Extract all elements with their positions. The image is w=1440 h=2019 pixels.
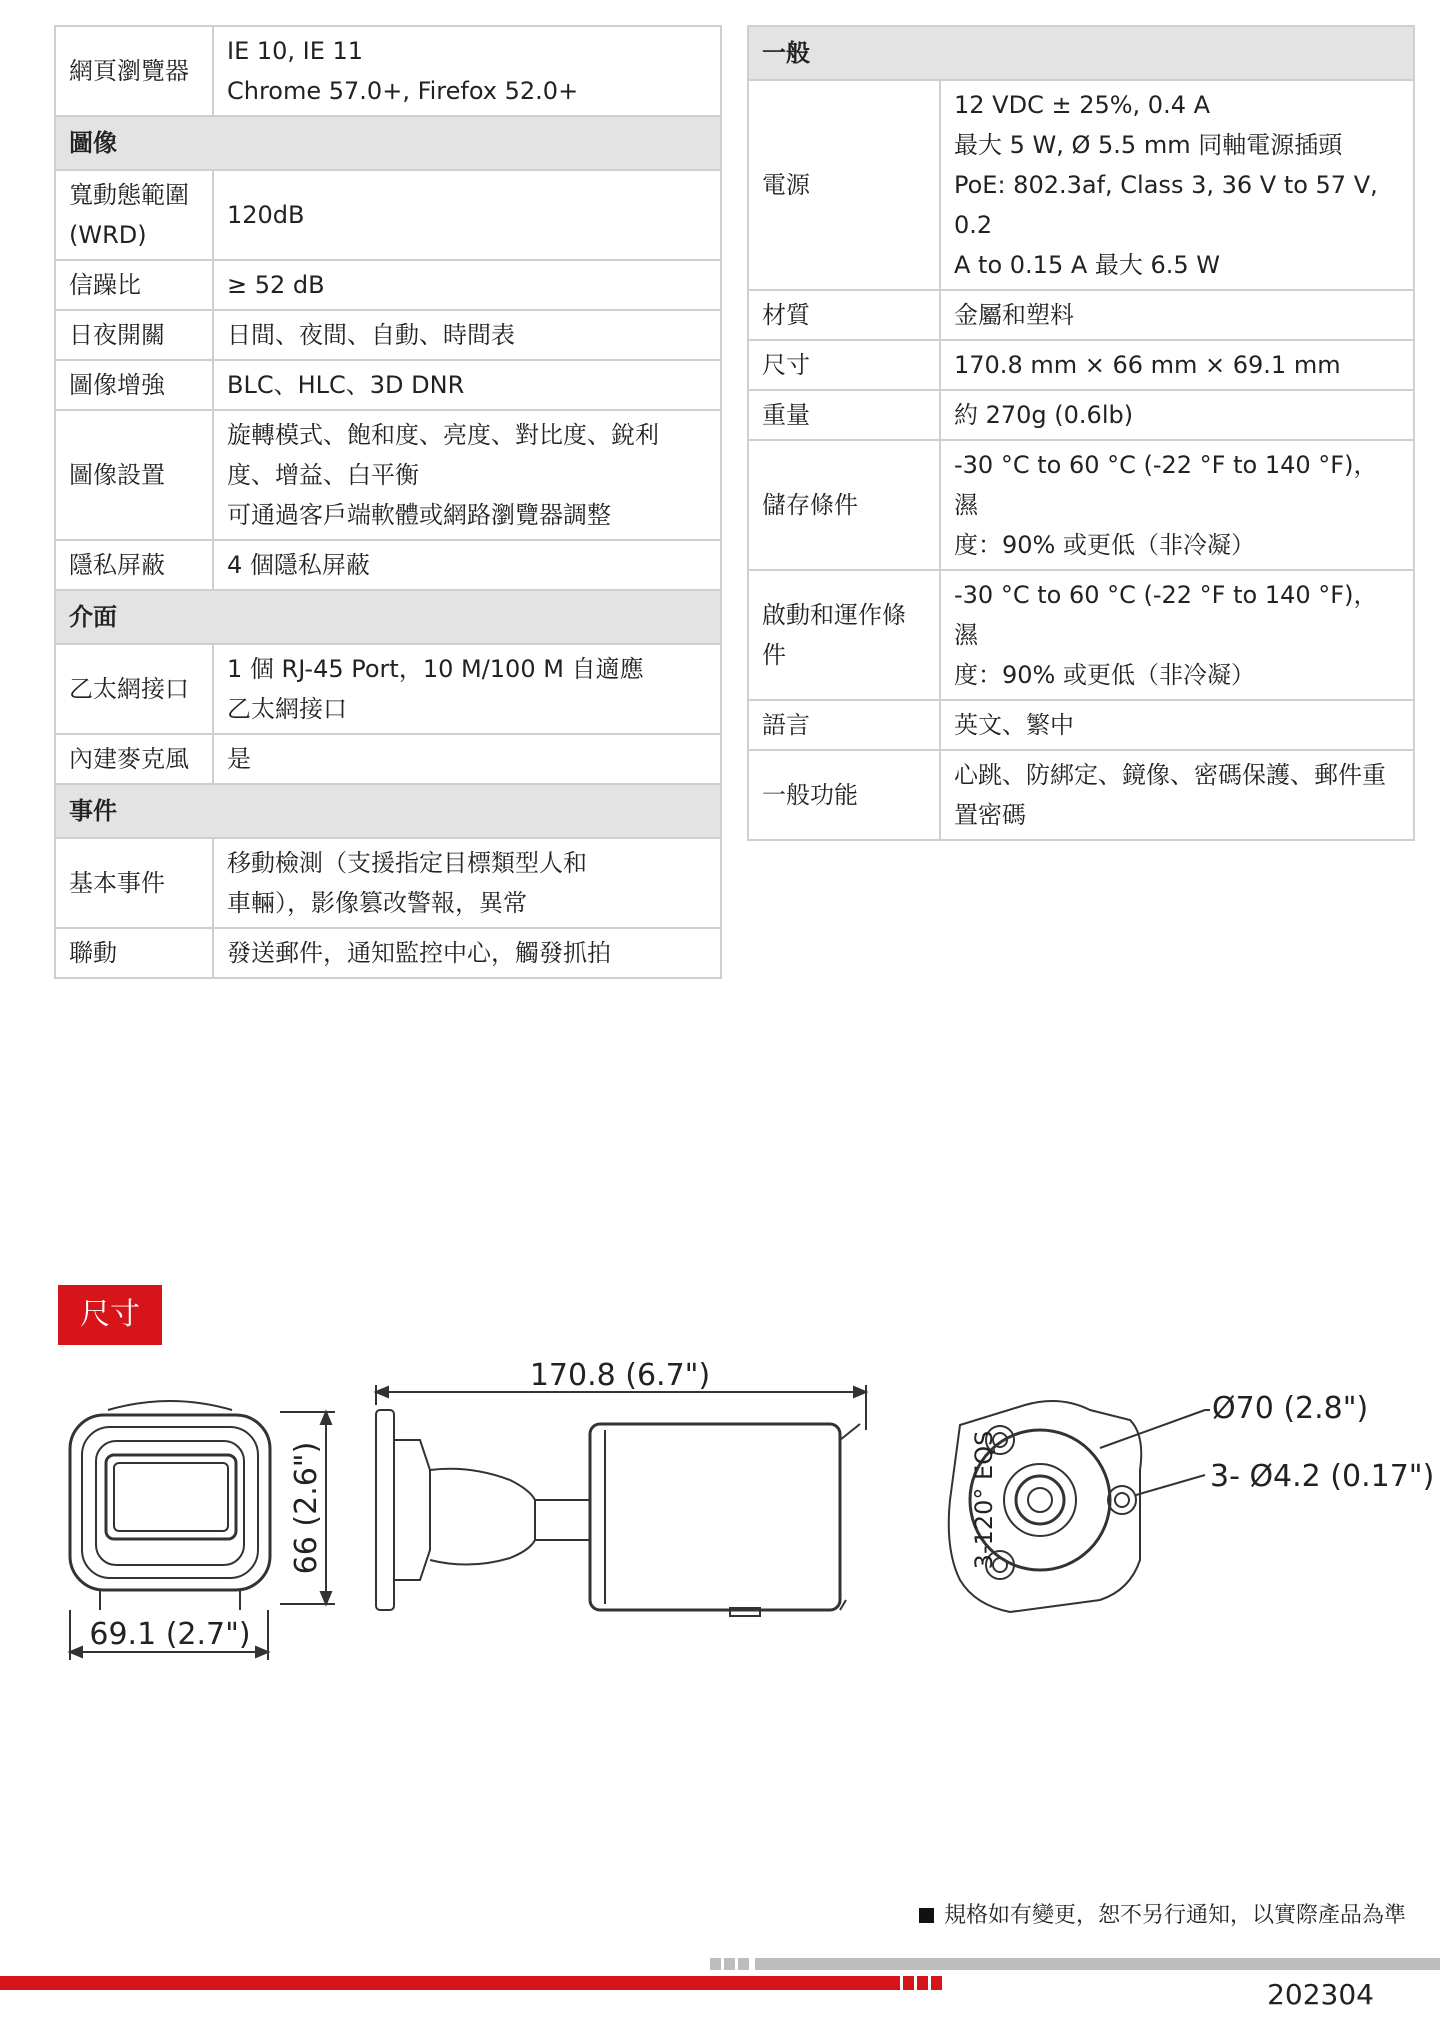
spec-value bbox=[940, 440, 1414, 570]
spec-label-line: 重量 bbox=[762, 401, 810, 429]
spec-label bbox=[55, 644, 213, 734]
spec-label bbox=[55, 26, 213, 116]
spec-label-line: 信躁比 bbox=[69, 271, 141, 299]
spec-row bbox=[748, 570, 1414, 700]
spec-label bbox=[748, 750, 940, 840]
spec-value-line: Chrome 57.0+, Firefox 52.0+ bbox=[227, 77, 579, 105]
diameter-label: Ø70 (2.8") bbox=[1212, 1391, 1369, 1426]
section-header bbox=[55, 590, 721, 644]
spec-label-line: 語言 bbox=[762, 711, 810, 739]
spec-label-line: 寬動態範圍 bbox=[69, 181, 189, 209]
spec-label-line: 電源 bbox=[762, 171, 810, 199]
holes-label: 3- Ø4.2 (0.17") bbox=[1210, 1459, 1435, 1494]
spec-label-line: 儲存條件 bbox=[762, 491, 858, 519]
spec-row bbox=[55, 644, 721, 734]
spec-value-line: 乙太網接口 bbox=[227, 695, 347, 723]
spec-value-line: A to 0.15 A 最大 6.5 W bbox=[954, 251, 1221, 279]
angle-label: 3-120° EQS bbox=[970, 1430, 998, 1570]
spec-value bbox=[213, 540, 721, 590]
disclaimer-note: 規格如有變更，恕不另行通知，以實際產品為準 bbox=[919, 1898, 1406, 1929]
spec-value-line: 英文、繁中 bbox=[954, 711, 1074, 739]
spec-row bbox=[748, 440, 1414, 570]
spec-row bbox=[55, 410, 721, 540]
spec-label bbox=[55, 410, 213, 540]
spec-label bbox=[55, 838, 213, 928]
spec-value-line: 度、增益、白平衡 bbox=[227, 461, 419, 489]
spec-label-line: 內建麥克風 bbox=[69, 745, 189, 773]
spec-value-line: 置密碼 bbox=[954, 801, 1026, 829]
height-dimension bbox=[280, 1412, 335, 1604]
spec-value-line: 心跳、防綁定、鏡像、密碼保護、郵件重 bbox=[954, 761, 1386, 789]
length-label: 170.8 (6.7") bbox=[529, 1360, 711, 1393]
spec-label bbox=[55, 540, 213, 590]
spec-value-line: PoE: 802.3af, Class 3, 36 V to 57 V, 0.2 bbox=[954, 171, 1378, 239]
dimension-drawing bbox=[0, 1360, 1440, 1690]
spec-value-line: 車輛），影像篡改警報，異常 bbox=[227, 889, 527, 917]
spec-label bbox=[55, 310, 213, 360]
spec-value-line: -30 °C to 60 °C (-22 °F to 140 °F)，濕 bbox=[954, 451, 1378, 519]
spec-value bbox=[940, 570, 1414, 700]
spec-label bbox=[748, 290, 940, 340]
spec-value-line: 發送郵件，通知監控中心，觸發抓拍 bbox=[227, 939, 611, 967]
spec-label bbox=[55, 170, 213, 260]
spec-row bbox=[55, 260, 721, 310]
spec-value-line: 日間、夜間、自動、時間表 bbox=[227, 321, 515, 349]
spec-value-line: 4 個隱私屏蔽 bbox=[227, 551, 370, 579]
spec-label-line: 圖像增強 bbox=[69, 371, 165, 399]
spec-label-line: 乙太網接口 bbox=[69, 675, 189, 703]
spec-value-line: 可通過客戶端軟體或網路瀏覽器調整 bbox=[227, 501, 611, 529]
side-view bbox=[376, 1410, 860, 1616]
spec-row bbox=[55, 26, 721, 116]
spec-label bbox=[55, 734, 213, 784]
spec-label-line: 件 bbox=[762, 641, 786, 669]
spec-row bbox=[55, 540, 721, 590]
spec-value bbox=[940, 390, 1414, 440]
spec-row bbox=[55, 310, 721, 360]
spec-label-line: 材質 bbox=[762, 301, 810, 329]
spec-value bbox=[213, 928, 721, 978]
section-title: 事件 bbox=[55, 784, 721, 838]
spec-value bbox=[213, 260, 721, 310]
spec-label-line: 尺寸 bbox=[762, 351, 810, 379]
footer-gray-bar bbox=[755, 1958, 1440, 1970]
spec-row bbox=[748, 390, 1414, 440]
spec-value-line: ≥ 52 dB bbox=[227, 271, 325, 299]
spec-value bbox=[940, 340, 1414, 390]
spec-value-line: 1 個 RJ-45 Port，10 M/100 M 自適應 bbox=[227, 655, 644, 683]
spec-label-line: 網頁瀏覽器 bbox=[69, 57, 189, 85]
width-dimension bbox=[70, 1610, 268, 1660]
spec-value bbox=[940, 750, 1414, 840]
spec-value bbox=[213, 838, 721, 928]
spec-row bbox=[748, 80, 1414, 290]
spec-row bbox=[748, 700, 1414, 750]
spec-label bbox=[55, 260, 213, 310]
spec-label bbox=[748, 80, 940, 290]
spec-label bbox=[748, 390, 940, 440]
spec-label-line: 圖像設置 bbox=[69, 461, 165, 489]
spec-label bbox=[748, 340, 940, 390]
spec-value-line: 移動檢測（支援指定目標類型人和 bbox=[227, 849, 587, 877]
spec-value-line: 度：90% 或更低（非冷凝） bbox=[954, 661, 1255, 689]
spec-value bbox=[940, 700, 1414, 750]
section-header bbox=[55, 784, 721, 838]
spec-row bbox=[55, 928, 721, 978]
spec-label bbox=[55, 360, 213, 410]
spec-label-line: 一般功能 bbox=[762, 781, 858, 809]
spec-row bbox=[55, 170, 721, 260]
spec-label bbox=[748, 570, 940, 700]
spec-label-line: (WRD) bbox=[69, 221, 147, 249]
section-title: 介面 bbox=[55, 590, 721, 644]
spec-value-line: 金屬和塑料 bbox=[954, 301, 1074, 329]
spec-label-line: 啟動和運作條 bbox=[762, 601, 906, 629]
spec-value bbox=[213, 310, 721, 360]
spec-label bbox=[55, 928, 213, 978]
width-label: 69.1 (2.7") bbox=[89, 1617, 251, 1652]
spec-row bbox=[748, 340, 1414, 390]
spec-label bbox=[748, 440, 940, 570]
spec-row bbox=[748, 290, 1414, 340]
spec-value-line: 約 270g (0.6lb) bbox=[954, 401, 1134, 429]
spec-label-line: 日夜開關 bbox=[69, 321, 165, 349]
spec-value bbox=[213, 170, 721, 260]
spec-table-left bbox=[54, 25, 722, 979]
spec-value-line: 最大 5 W, Ø 5.5 mm 同軸電源插頭 bbox=[954, 131, 1343, 159]
footer-red-bar bbox=[0, 1976, 900, 1990]
bullet-square-icon bbox=[919, 1908, 934, 1923]
dimension-heading: 尺寸 bbox=[58, 1285, 162, 1345]
section-header bbox=[748, 26, 1414, 80]
spec-value bbox=[940, 290, 1414, 340]
spec-label bbox=[748, 700, 940, 750]
spec-value-line: 12 VDC ± 25%, 0.4 A bbox=[954, 91, 1211, 119]
spec-label-line: 隱私屏蔽 bbox=[69, 551, 165, 579]
spec-table-right bbox=[747, 25, 1415, 841]
spec-value bbox=[940, 80, 1414, 290]
spec-label-line: 聯動 bbox=[69, 939, 117, 967]
front-view bbox=[70, 1401, 270, 1610]
section-header bbox=[55, 116, 721, 170]
gray-blocks bbox=[710, 1958, 749, 1970]
spec-value bbox=[213, 644, 721, 734]
spec-value-line: BLC、HLC、3D DNR bbox=[227, 371, 465, 399]
spec-value bbox=[213, 410, 721, 540]
spec-value-line: -30 °C to 60 °C (-22 °F to 140 °F)，濕 bbox=[954, 581, 1378, 649]
spec-row bbox=[748, 750, 1414, 840]
spec-row bbox=[55, 734, 721, 784]
spec-row bbox=[55, 838, 721, 928]
spec-value-line: 120dB bbox=[227, 201, 305, 229]
spec-value bbox=[213, 734, 721, 784]
length-dimension bbox=[376, 1360, 866, 1430]
spec-value-line: 度：90% 或更低（非冷凝） bbox=[954, 531, 1255, 559]
spec-value-line: 旋轉模式、飽和度、亮度、對比度、銳利 bbox=[227, 421, 659, 449]
spec-value bbox=[213, 360, 721, 410]
spec-value-line: 是 bbox=[227, 745, 251, 773]
height-label: 66 (2.6") bbox=[289, 1441, 324, 1575]
spec-row bbox=[55, 360, 721, 410]
red-blocks bbox=[903, 1976, 942, 1990]
spec-value bbox=[213, 26, 721, 116]
document-code: 202304 bbox=[1267, 1978, 1374, 2011]
mount-view bbox=[949, 1391, 1435, 1612]
spec-label-line: 基本事件 bbox=[69, 869, 165, 897]
spec-value-line: 170.8 mm × 66 mm × 69.1 mm bbox=[954, 351, 1341, 379]
spec-value-line: IE 10, IE 11 bbox=[227, 37, 364, 65]
section-title: 圖像 bbox=[55, 116, 721, 170]
section-title: 一般 bbox=[748, 26, 1414, 80]
